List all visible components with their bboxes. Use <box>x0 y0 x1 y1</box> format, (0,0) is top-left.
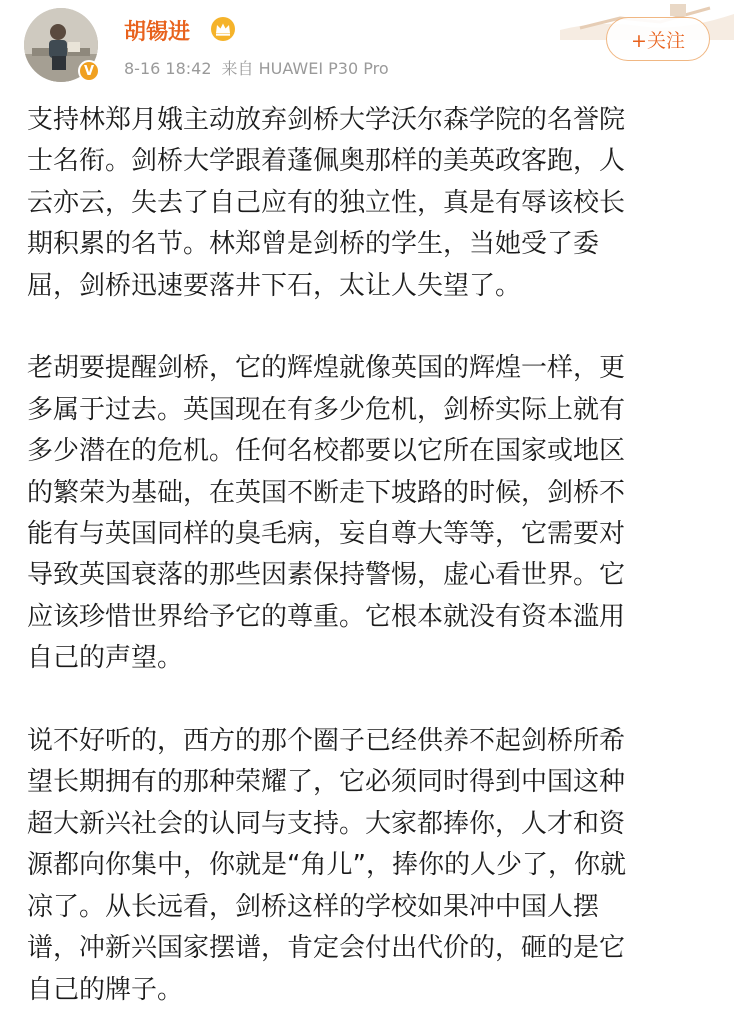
text-line: 士名衔。剑桥大学跟着蓬佩奥那样的美英政客跑，人 <box>27 146 626 177</box>
text-line: 导致英国衰落的那些因素保持警惕，虚心看世界。它 <box>27 560 626 591</box>
text-line: 超大新兴社会的认同与支持。大家都捧你，人才和资 <box>27 808 626 839</box>
post-time: 8-16 18:42 <box>124 59 212 78</box>
follow-button[interactable]: +关注 <box>606 17 710 61</box>
post-paragraph-1 <box>27 100 717 307</box>
post-paragraph-3 <box>27 721 717 1011</box>
text-line: 谱，冲新兴国家摆谱，肯定会付出代价的，砸的是它 <box>27 933 626 964</box>
text-line: 老胡要提醒剑桥，它的辉煌就像英国的辉煌一样，更 <box>27 353 626 384</box>
post-meta <box>124 56 389 79</box>
author-name[interactable]: 胡锡进 <box>124 20 191 45</box>
post-paragraph-2 <box>27 348 717 679</box>
post-source: 来自 HUAWEI P30 Pro <box>221 59 389 78</box>
post-body <box>27 100 717 1011</box>
text-line: 应该珍惜世界给予它的尊重。它根本就没有资本滥用 <box>27 601 626 632</box>
text-line: 屈，剑桥迅速要落井下石，太让人失望了。 <box>27 270 522 301</box>
text-line: 说不好听的，西方的那个圈子已经供养不起剑桥所希 <box>27 726 626 757</box>
text-line: 多少潜在的危机。任何名校都要以它所在国家或地区 <box>27 436 626 467</box>
text-line: 期积累的名节。林郑曾是剑桥的学生，当她受了委 <box>27 229 600 260</box>
text-line: 多属于过去。英国现在有多少危机，剑桥实际上就有 <box>27 394 626 425</box>
text-line: 支持林郑月娥主动放弃剑桥大学沃尔森学院的名誉院 <box>27 105 626 135</box>
text-line: 自己的声望。 <box>27 643 184 674</box>
crown-icon[interactable] <box>210 16 236 42</box>
text-line: 的繁荣为基础，在英国不断走下坡路的时候，剑桥不 <box>27 477 626 508</box>
text-line: 望长期拥有的那种荣耀了，它必须同时得到中国这种 <box>27 767 626 798</box>
post-header <box>0 0 734 100</box>
text-line: 凉了。从长远看，剑桥这样的学校如果冲中国人摆 <box>27 891 600 922</box>
text-line: 云亦云，失去了自己应有的独立性，真是有辱该校长 <box>27 187 626 218</box>
verified-badge-icon: V <box>78 60 100 82</box>
text-line: 能有与英国同样的臭毛病，妄自尊大等等，它需要对 <box>27 519 626 550</box>
text-line: 自己的牌子。 <box>27 974 184 1005</box>
text-line: 源都向你集中，你就是“角儿”，捧你的人少了，你就 <box>27 850 626 881</box>
